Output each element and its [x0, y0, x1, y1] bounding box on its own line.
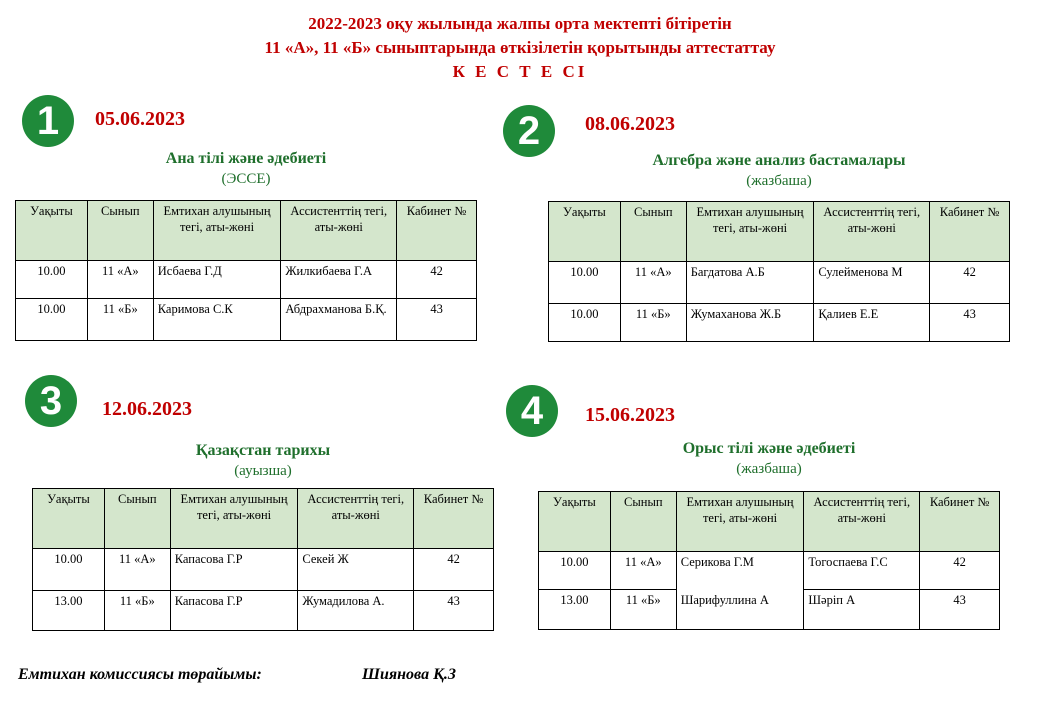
assistant-cell: Сулейменова М — [814, 262, 930, 304]
column-header-assistant: Ассистенттің тегі, аты-жөні — [804, 492, 920, 552]
table-row — [549, 304, 1010, 342]
exam-1-subject — [15, 148, 477, 190]
header-line-3: К Е С Т Е СІ — [452, 62, 588, 81]
column-header-room: Кабинет № — [397, 201, 477, 261]
class-cell: 11 «Б» — [620, 304, 686, 342]
exam-4-schedule-table — [538, 491, 1000, 630]
column-header-class: Сынып — [610, 492, 676, 552]
exam-1-subject-name: Ана тілі және әдебиеті — [165, 150, 327, 167]
document-header — [0, 12, 1040, 84]
column-header-time: Уақыты — [16, 201, 88, 261]
table-row — [539, 590, 1000, 630]
column-header-assistant: Ассистенттің тегі, аты-жөні — [281, 201, 397, 261]
column-header-examinee: Емтихан алушының тегі, аты-жөні — [676, 492, 804, 552]
table-row — [16, 261, 477, 299]
exam-4-date: 15.06.2023 — [585, 404, 675, 426]
commission-chair-label: Емтихан комиссиясы төрайымы: — [18, 666, 262, 683]
exam-3-schedule-table — [32, 488, 494, 631]
class-cell: 11 «Б» — [610, 590, 676, 630]
class-cell: 11 «А» — [104, 549, 170, 591]
assistant-cell: Қалиев Е.Е — [814, 304, 930, 342]
exam-4-subject — [538, 438, 1000, 480]
column-header-time: Уақыты — [549, 202, 621, 262]
time-cell: 10.00 — [549, 262, 621, 304]
examinee-cell: Жумаханова Ж.Б — [686, 304, 814, 342]
exam-1-date: 05.06.2023 — [95, 108, 185, 130]
assistant-cell: Секей Ж — [298, 549, 414, 591]
header-line-1: 2022-2023 оқу жылында жалпы орта мектепті бітіретін — [308, 14, 732, 33]
examinee-cell: Капасова Г.Р — [170, 549, 298, 591]
exam-2-schedule-table — [548, 201, 1010, 342]
room-cell: 43 — [930, 304, 1010, 342]
room-cell: 42 — [414, 549, 494, 591]
class-cell: 11 «Б» — [87, 299, 153, 341]
exam-3-exam-type: (ауызша) — [234, 463, 292, 479]
examinee-cell: Шарифуллина А — [676, 590, 804, 630]
exam-3-date: 12.06.2023 — [102, 398, 192, 420]
exam-1-schedule-table — [15, 200, 477, 341]
column-header-examinee: Емтихан алушының тегі, аты-жөні — [153, 201, 281, 261]
table-row — [33, 591, 494, 631]
exam-2-subject — [548, 150, 1010, 192]
table-row — [33, 549, 494, 591]
class-cell: 11 «А» — [87, 261, 153, 299]
column-header-room: Кабинет № — [414, 489, 494, 549]
exam-4-exam-type: (жазбаша) — [736, 461, 802, 477]
time-cell: 10.00 — [539, 552, 611, 590]
column-header-assistant: Ассистенттің тегі, аты-жөні — [814, 202, 930, 262]
class-cell: 11 «А» — [610, 552, 676, 590]
class-cell: 11 «Б» — [104, 591, 170, 631]
column-header-class: Сынып — [87, 201, 153, 261]
examinee-cell: Серикова Г.М — [676, 552, 804, 590]
exam-4-number-badge: 4 — [506, 385, 558, 437]
room-cell: 43 — [414, 591, 494, 631]
assistant-cell: Жилкибаева Г.А — [281, 261, 397, 299]
examinee-cell: Исбаева Г.Д — [153, 261, 281, 299]
column-header-time: Уақыты — [33, 489, 105, 549]
exam-2-subject-name: Алгебра және анализ бастамалары — [652, 152, 906, 169]
examinee-cell: Каримова С.К — [153, 299, 281, 341]
column-header-class: Сынып — [620, 202, 686, 262]
exam-2-exam-type: (жазбаша) — [746, 173, 812, 189]
assistant-cell: Абдрахманова Б.Қ. — [281, 299, 397, 341]
exam-1-exam-type: (ЭССЕ) — [221, 171, 271, 187]
table-row — [539, 552, 1000, 590]
column-header-room: Кабинет № — [920, 492, 1000, 552]
time-cell: 13.00 — [33, 591, 105, 631]
room-cell: 42 — [397, 261, 477, 299]
column-header-examinee: Емтихан алушының тегі, аты-жөні — [686, 202, 814, 262]
time-cell: 10.00 — [549, 304, 621, 342]
room-cell: 42 — [920, 552, 1000, 590]
room-cell: 42 — [930, 262, 1010, 304]
column-header-room: Кабинет № — [930, 202, 1010, 262]
exam-3-number-badge: 3 — [25, 375, 77, 427]
time-cell: 10.00 — [16, 261, 88, 299]
time-cell: 10.00 — [16, 299, 88, 341]
table-row — [549, 262, 1010, 304]
column-header-class: Сынып — [104, 489, 170, 549]
examinee-cell: Капасова Г.Р — [170, 591, 298, 631]
time-cell: 13.00 — [539, 590, 611, 630]
time-cell: 10.00 — [33, 549, 105, 591]
exam-3-subject — [32, 440, 494, 482]
room-cell: 43 — [397, 299, 477, 341]
exam-4-subject-name: Орыс тілі және әдебиеті — [682, 440, 856, 457]
room-cell: 43 — [920, 590, 1000, 630]
column-header-assistant: Ассистенттің тегі, аты-жөні — [298, 489, 414, 549]
assistant-cell: Жумадилова А. — [298, 591, 414, 631]
exam-2-date: 08.06.2023 — [585, 113, 675, 135]
exam-3-subject-name: Қазақстан тарихы — [195, 442, 331, 459]
exam-2-number-badge: 2 — [503, 105, 555, 157]
commission-chair-name: Шиянова Қ.З — [362, 666, 457, 683]
assistant-cell: Тогоспаева Г.С — [804, 552, 920, 590]
class-cell: 11 «А» — [620, 262, 686, 304]
assistant-cell: Шәріп А — [804, 590, 920, 630]
header-line-2: 11 «А», 11 «Б» сыныптарында өткізілетін қорытынды аттестаттау — [264, 38, 776, 57]
table-row — [16, 299, 477, 341]
column-header-time: Уақыты — [539, 492, 611, 552]
column-header-examinee: Емтихан алушының тегі, аты-жөні — [170, 489, 298, 549]
examinee-cell: Багдатова А.Б — [686, 262, 814, 304]
exam-1-number-badge: 1 — [22, 95, 74, 147]
